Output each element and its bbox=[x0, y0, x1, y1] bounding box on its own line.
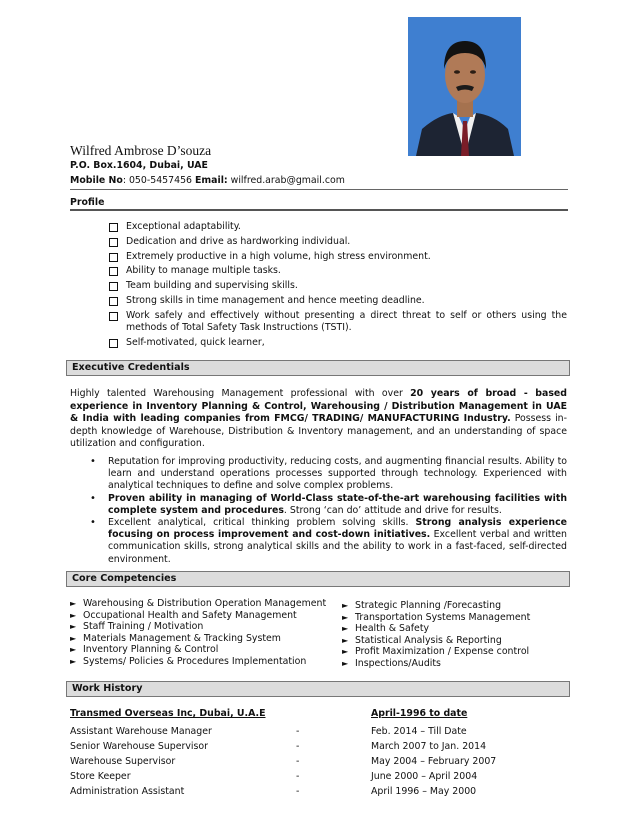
company-period: April-1996 to date bbox=[371, 708, 468, 719]
triangle-right-icon: ► bbox=[342, 612, 349, 622]
list-item: Exceptional adaptability. bbox=[109, 221, 567, 234]
core-list-right bbox=[342, 600, 530, 669]
list-item: ► Systems/ Policies & Procedures Implementation bbox=[70, 655, 307, 667]
checkbox-square-icon bbox=[109, 238, 118, 247]
email-label: Email: bbox=[194, 175, 228, 186]
triangle-right-icon: ► bbox=[342, 647, 349, 656]
candidate-name: Wilfred Ambrose D’souza bbox=[70, 143, 212, 158]
profile-photo bbox=[408, 17, 521, 156]
profile-heading: Profile bbox=[70, 197, 105, 208]
mobile-value: : 050-5457456 bbox=[122, 175, 195, 186]
list-item: • Excellent analytical, critical thinking problem solving skills. Strong analysis experience focusing on process improvement and cost-down initiatives. Excellent verbal and written communication skills, strong analytical skills and the ability to work in a fast-faced, self-directed environment. bbox=[90, 517, 567, 565]
bullet-dot-icon: • bbox=[90, 456, 96, 467]
checkbox-square-icon bbox=[109, 339, 118, 348]
header-divider bbox=[70, 189, 568, 190]
triangle-right-icon: ► bbox=[342, 624, 349, 633]
list-item: ► Health & Safety bbox=[342, 623, 430, 634]
triangle-right-icon: ► bbox=[70, 645, 77, 654]
core-list-left bbox=[70, 598, 326, 667]
portrait-image bbox=[408, 17, 521, 156]
triangle-right-icon: ► bbox=[70, 656, 77, 666]
mobile-label: Mobile No bbox=[70, 175, 123, 186]
bullet-dot-icon: • bbox=[90, 492, 96, 504]
list-item: ► Statistical Analysis & Reporting bbox=[342, 634, 502, 646]
triangle-right-icon: ► bbox=[342, 635, 349, 645]
checkbox-square-icon bbox=[109, 312, 118, 321]
triangle-right-icon: ► bbox=[342, 601, 349, 610]
profile-divider bbox=[70, 209, 568, 211]
triangle-right-icon: ► bbox=[342, 658, 349, 668]
list-item: ► Staff Training / Motivation bbox=[70, 621, 204, 632]
checkbox-square-icon bbox=[109, 267, 118, 276]
list-item: Ability to manage multiple tasks. bbox=[109, 265, 567, 278]
checkbox-square-icon bbox=[109, 282, 118, 291]
list-item: Self-motivated, quick learner, bbox=[109, 337, 567, 350]
list-item: ► Occupational Health and Safety Management bbox=[70, 609, 297, 621]
list-item: Extremely productive in a high volume, high stress environment. bbox=[109, 251, 567, 264]
checkbox-square-icon bbox=[109, 253, 118, 262]
list-item: ► Profit Maximization / Expense control bbox=[342, 646, 530, 657]
executive-summary: Highly talented Warehousing Management professional with over 20 years of broad - based experience in Inventory Planning & Control, Warehousing / Distribution Management in UAE & India with leading companies from FMCG/ TRADING/ MANUFACTURING Industry. Possess in-depth knowledge of Warehouse, Distribution & Inventory management, and an understanding of space utilization and configuration. bbox=[70, 388, 568, 450]
core-heading: Core Competencies bbox=[66, 571, 570, 587]
list-item: Work safely and effectively without presenting a direct threat to self or others using the methods of Total Safety Task Instructions (TSTI). bbox=[109, 310, 567, 335]
profile-list bbox=[109, 221, 567, 352]
list-item: ► Inspections/Audits bbox=[342, 657, 441, 669]
list-item: Team building and supervising skills. bbox=[109, 280, 567, 293]
list-item: ► Strategic Planning /Forecasting bbox=[342, 600, 502, 611]
work-heading: Work History bbox=[66, 681, 570, 697]
executive-bullets bbox=[90, 456, 567, 566]
triangle-right-icon: ► bbox=[70, 599, 77, 608]
triangle-right-icon: ► bbox=[70, 622, 77, 631]
list-item: ► Inventory Planning & Control bbox=[70, 644, 219, 655]
address-line: P.O. Box.1604, Dubai, UAE bbox=[70, 160, 208, 171]
list-item: ► Materials Management & Tracking System bbox=[70, 632, 281, 644]
list-item: Strong skills in time management and hence meeting deadline. bbox=[109, 295, 567, 308]
company-name: Transmed Overseas Inc, Dubai, U.A.E bbox=[70, 708, 266, 719]
list-item: ► Warehousing & Distribution Operation Management bbox=[70, 598, 327, 609]
executive-heading: Executive Credentials bbox=[66, 360, 570, 376]
list-item: • Reputation for improving productivity, reducing costs, and augmenting financial results. Ability to learn and understand operations processes supported through technology. Experienced with analytical techniques to define and solve complex problems. bbox=[90, 456, 567, 492]
bullet-dot-icon: • bbox=[90, 517, 96, 529]
triangle-right-icon: ► bbox=[70, 633, 77, 643]
checkbox-square-icon bbox=[109, 297, 118, 306]
list-item: ► Transportation Systems Management bbox=[342, 611, 531, 623]
contact-line bbox=[70, 175, 345, 186]
list-item: • Proven ability in managing of World-Class state-of-the-art warehousing facilities with complete system and procedures. Strong ‘can do’ attitude and drive for results. bbox=[90, 492, 567, 516]
email-value: wilfred.arab@gmail.com bbox=[227, 175, 345, 186]
list-item: Dedication and drive as hardworking individual. bbox=[109, 236, 567, 249]
checkbox-square-icon bbox=[109, 223, 118, 232]
triangle-right-icon: ► bbox=[70, 610, 77, 620]
